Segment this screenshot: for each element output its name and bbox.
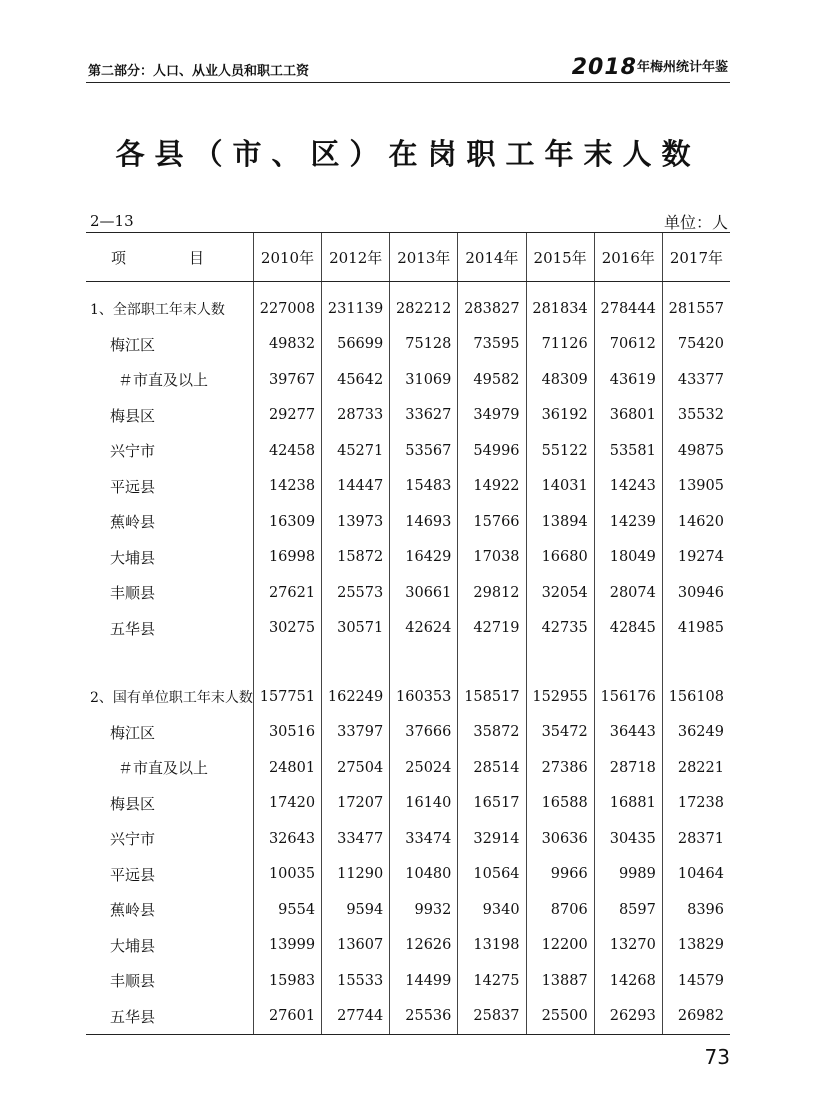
value-cell: 55122 (526, 433, 594, 469)
column-header: 2013年 (390, 233, 458, 282)
column-header: 2015年 (526, 233, 594, 282)
unit-label: 单位：人 (663, 213, 728, 232)
value-cell: 14268 (594, 963, 662, 999)
spacer-cell (594, 646, 662, 679)
value-cell: 9966 (526, 857, 594, 893)
spacer-cell (662, 282, 730, 292)
value-cell: 14447 (322, 469, 390, 505)
table-row (86, 362, 730, 398)
spacer-cell (458, 646, 526, 679)
value-cell: 8706 (526, 892, 594, 928)
data-table (86, 232, 730, 1035)
table-number: 2—13 (90, 212, 134, 230)
row-label: 平远县 (110, 477, 156, 496)
value-cell: 13270 (594, 928, 662, 964)
value-cell: 8597 (594, 892, 662, 928)
table-row (86, 327, 730, 363)
spacer-cell (322, 282, 390, 292)
value-cell: 28718 (594, 750, 662, 786)
value-cell: 10035 (253, 857, 321, 893)
value-cell: 19274 (662, 540, 730, 576)
table-row (86, 928, 730, 964)
value-cell: 16881 (594, 786, 662, 822)
value-cell: 13887 (526, 963, 594, 999)
value-cell: 13894 (526, 504, 594, 540)
value-cell: 156108 (662, 679, 730, 715)
value-cell: 35532 (662, 398, 730, 434)
row-label: 1、全部职工年末人数 (90, 301, 225, 318)
value-cell: 49582 (458, 362, 526, 398)
spacer-cell (390, 646, 458, 679)
row-label: 蕉岭县 (110, 901, 156, 920)
section-spacer (86, 646, 730, 679)
table-row (86, 433, 730, 469)
value-cell: 15983 (253, 963, 321, 999)
value-cell: 13607 (322, 928, 390, 964)
value-cell: 17038 (458, 540, 526, 576)
value-cell: 34979 (458, 398, 526, 434)
value-cell: 53581 (594, 433, 662, 469)
value-cell: 15872 (322, 540, 390, 576)
table-row (86, 469, 730, 505)
value-cell: 25500 (526, 999, 594, 1035)
row-label: 梅县区 (110, 794, 156, 813)
value-cell: 231139 (322, 291, 390, 327)
table-row (86, 504, 730, 540)
value-cell: 14693 (390, 504, 458, 540)
table-row (86, 575, 730, 611)
value-cell: 30946 (662, 575, 730, 611)
value-cell: 29277 (253, 398, 321, 434)
value-cell: 36801 (594, 398, 662, 434)
value-cell: 73595 (458, 327, 526, 363)
table-row (86, 786, 730, 822)
value-cell: 36249 (662, 715, 730, 751)
spacer-cell (86, 282, 253, 292)
value-cell: 33477 (322, 821, 390, 857)
value-cell: 157751 (253, 679, 321, 715)
value-cell: 26982 (662, 999, 730, 1035)
column-header: 2012年 (322, 233, 390, 282)
value-cell: 37666 (390, 715, 458, 751)
value-cell: 36443 (594, 715, 662, 751)
value-cell: 13999 (253, 928, 321, 964)
value-cell: 27744 (322, 999, 390, 1035)
value-cell: 71126 (526, 327, 594, 363)
value-cell: 15766 (458, 504, 526, 540)
value-cell: 39767 (253, 362, 321, 398)
spacer-cell (526, 282, 594, 292)
spacer-cell (662, 646, 730, 679)
value-cell: 160353 (390, 679, 458, 715)
value-cell: 9340 (458, 892, 526, 928)
table-row (86, 679, 730, 715)
spacer-cell (458, 282, 526, 292)
value-cell: 32643 (253, 821, 321, 857)
value-cell: 28221 (662, 750, 730, 786)
value-cell: 283827 (458, 291, 526, 327)
value-cell: 25837 (458, 999, 526, 1035)
value-cell: 152955 (526, 679, 594, 715)
value-cell: 15533 (322, 963, 390, 999)
table-body (86, 282, 730, 1035)
value-cell: 162249 (322, 679, 390, 715)
row-label: 五华县 (110, 619, 156, 638)
value-cell: 48309 (526, 362, 594, 398)
value-cell: 16429 (390, 540, 458, 576)
value-cell: 10564 (458, 857, 526, 893)
section-spacer (86, 282, 730, 292)
value-cell: 45271 (322, 433, 390, 469)
value-cell: 32914 (458, 821, 526, 857)
row-label: 平远县 (110, 865, 156, 884)
value-cell: 14499 (390, 963, 458, 999)
value-cell: 32054 (526, 575, 594, 611)
value-cell: 33797 (322, 715, 390, 751)
value-cell: 27504 (322, 750, 390, 786)
value-cell: 17238 (662, 786, 730, 822)
value-cell: 24801 (253, 750, 321, 786)
page-title: 各县（市、区）在岗职工年末人数 (115, 137, 701, 171)
value-cell: 33627 (390, 398, 458, 434)
value-cell: 41985 (662, 611, 730, 647)
value-cell: 13829 (662, 928, 730, 964)
table-row (86, 715, 730, 751)
row-label: 五华县 (86, 999, 253, 1035)
value-cell: 30275 (253, 611, 321, 647)
value-cell: 10480 (390, 857, 458, 893)
value-cell: 13973 (322, 504, 390, 540)
value-cell: 16517 (458, 786, 526, 822)
row-label: 丰顺县 (110, 584, 156, 603)
spacer-cell (390, 282, 458, 292)
row-label: 大埔县 (110, 548, 156, 567)
row-label: 兴宁市 (110, 830, 156, 849)
table-row (86, 540, 730, 576)
value-cell: 12626 (390, 928, 458, 964)
spacer-cell (253, 646, 321, 679)
value-cell: 42458 (253, 433, 321, 469)
value-cell: 25573 (322, 575, 390, 611)
value-cell: 27621 (253, 575, 321, 611)
row-label: 丰顺县 (110, 972, 156, 991)
value-cell: 14239 (594, 504, 662, 540)
value-cell: 14238 (253, 469, 321, 505)
value-cell: 42624 (390, 611, 458, 647)
value-cell: 16588 (526, 786, 594, 822)
value-cell: 13198 (458, 928, 526, 964)
row-label: 大埔县 (110, 936, 156, 955)
value-cell: 14275 (458, 963, 526, 999)
value-cell: 36192 (526, 398, 594, 434)
table-row (86, 821, 730, 857)
value-cell: 9594 (322, 892, 390, 928)
column-header: 2014年 (458, 233, 526, 282)
row-label: 兴宁市 (110, 442, 156, 461)
value-cell: 43377 (662, 362, 730, 398)
value-cell: 42845 (594, 611, 662, 647)
column-header: 2017年 (662, 233, 730, 282)
row-label: 梅江区 (110, 335, 156, 354)
value-cell: 17207 (322, 786, 390, 822)
value-cell: 281557 (662, 291, 730, 327)
row-label: 2、国有单位职工年末人数 (90, 689, 253, 706)
column-header: 项 目 (86, 233, 253, 282)
spacer-cell (322, 646, 390, 679)
value-cell: 28074 (594, 575, 662, 611)
table-row (86, 291, 730, 327)
value-cell: 30435 (594, 821, 662, 857)
table-row (86, 892, 730, 928)
value-cell: 156176 (594, 679, 662, 715)
value-cell: 35472 (526, 715, 594, 751)
value-cell: 14620 (662, 504, 730, 540)
value-cell: 17420 (253, 786, 321, 822)
section-title: 第二部分：人口、从业人员和职工工资 (88, 64, 310, 79)
value-cell: 281834 (526, 291, 594, 327)
row-label: ＃市直及以上 (118, 371, 209, 390)
value-cell: 16309 (253, 504, 321, 540)
value-cell: 54996 (458, 433, 526, 469)
value-cell: 43619 (594, 362, 662, 398)
spacer-cell (526, 646, 594, 679)
value-cell: 16680 (526, 540, 594, 576)
value-cell: 42719 (458, 611, 526, 647)
value-cell: 14922 (458, 469, 526, 505)
value-cell: 10464 (662, 857, 730, 893)
column-header: 2010年 (253, 233, 321, 282)
value-cell: 14579 (662, 963, 730, 999)
value-cell: 9989 (594, 857, 662, 893)
value-cell: 28514 (458, 750, 526, 786)
value-cell: 14243 (594, 469, 662, 505)
value-cell: 16140 (390, 786, 458, 822)
table-row (86, 750, 730, 786)
value-cell: 28733 (322, 398, 390, 434)
table-row (86, 398, 730, 434)
spacer-cell (253, 282, 321, 292)
value-cell: 14031 (526, 469, 594, 505)
table-header-row (86, 233, 730, 282)
yearbook-name: 年梅州统计年鉴 (636, 60, 728, 75)
value-cell: 35872 (458, 715, 526, 751)
value-cell: 33474 (390, 821, 458, 857)
value-cell: 8396 (662, 892, 730, 928)
value-cell: 26293 (594, 999, 662, 1035)
value-cell: 227008 (253, 291, 321, 327)
value-cell: 25024 (390, 750, 458, 786)
value-cell: 27386 (526, 750, 594, 786)
value-cell: 42735 (526, 611, 594, 647)
value-cell: 31069 (390, 362, 458, 398)
table-row (86, 963, 730, 999)
value-cell: 45642 (322, 362, 390, 398)
value-cell: 278444 (594, 291, 662, 327)
value-cell: 53567 (390, 433, 458, 469)
value-cell: 13905 (662, 469, 730, 505)
value-cell: 56699 (322, 327, 390, 363)
value-cell: 49875 (662, 433, 730, 469)
value-cell: 9932 (390, 892, 458, 928)
table-row (86, 999, 730, 1035)
value-cell: 18049 (594, 540, 662, 576)
row-label: 梅县区 (110, 406, 156, 425)
value-cell: 30571 (322, 611, 390, 647)
value-cell: 75128 (390, 327, 458, 363)
page-number: 73 (704, 1045, 730, 1069)
value-cell: 11290 (322, 857, 390, 893)
value-cell: 30636 (526, 821, 594, 857)
yearbook-title (572, 55, 728, 80)
row-label: 蕉岭县 (110, 513, 156, 532)
value-cell: 282212 (390, 291, 458, 327)
value-cell: 9554 (253, 892, 321, 928)
row-label: 梅江区 (110, 723, 156, 742)
table-row (86, 857, 730, 893)
spacer-cell (594, 282, 662, 292)
value-cell: 27601 (253, 999, 321, 1035)
value-cell: 75420 (662, 327, 730, 363)
value-cell: 29812 (458, 575, 526, 611)
value-cell: 70612 (594, 327, 662, 363)
value-cell: 49832 (253, 327, 321, 363)
value-cell: 158517 (458, 679, 526, 715)
value-cell: 16998 (253, 540, 321, 576)
spacer-cell (86, 646, 253, 679)
yearbook-year: 2018 (571, 55, 637, 80)
table-row (86, 611, 730, 647)
value-cell: 25536 (390, 999, 458, 1035)
column-header: 2016年 (594, 233, 662, 282)
value-cell: 15483 (390, 469, 458, 505)
value-cell: 30516 (253, 715, 321, 751)
value-cell: 28371 (662, 821, 730, 857)
running-header (86, 52, 730, 83)
row-label: ＃市直及以上 (118, 759, 209, 778)
value-cell: 30661 (390, 575, 458, 611)
value-cell: 12200 (526, 928, 594, 964)
